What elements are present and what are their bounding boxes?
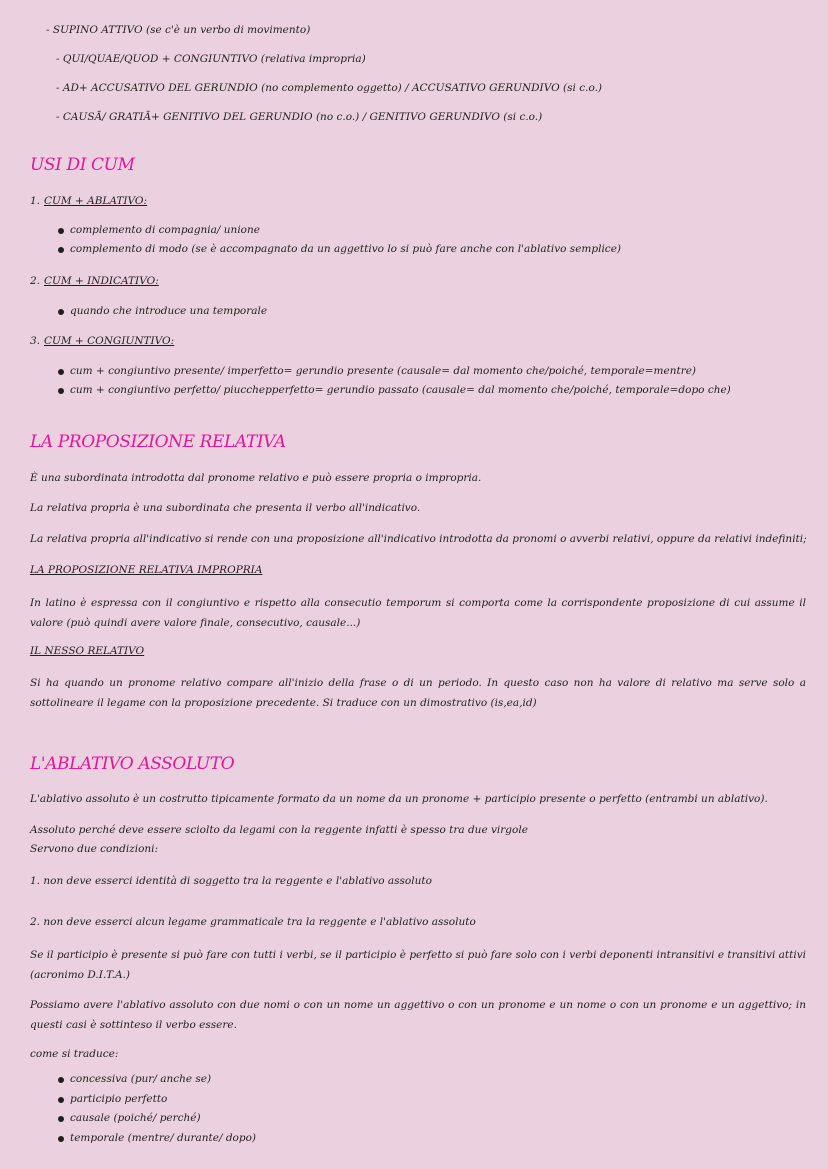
cum-group-number: 1. — [30, 195, 41, 207]
ablativo-condition: 2. non deve esserci alcun legame grammaticale tra la reggente e l'ablativo assoluto — [30, 916, 476, 928]
bullet-icon — [58, 1097, 64, 1103]
bullet-icon — [58, 247, 64, 253]
ablativo-bullet: concessiva (pur/ anche se) — [70, 1073, 212, 1085]
cum-bullet: complemento di modo (se è accompagnato da un aggettivo lo si può fare anche con l'ablativo semplice) — [70, 243, 621, 255]
relativa-paragraph: È una subordinata introdotta dal pronome relativo e può essere propria o impropria. — [30, 472, 482, 484]
relativa-subheading: IL NESSO RELATIVO — [30, 645, 145, 657]
ablativo-paragraph: L'ablativo assoluto è un costrutto tipicamente formato da un nome da un pronome + participio presente o perfetto (entrambi un ablativo). — [30, 793, 768, 805]
bullet-icon — [58, 1136, 64, 1142]
cum-group-number: 2. — [30, 275, 41, 287]
ablativo-heading: L'ABLATIVO ASSOLUTO — [30, 754, 235, 774]
bullet-icon — [58, 1077, 64, 1083]
relativa-paragraph: In latino è espressa con il congiuntivo e rispetto alla consecutio temporum si comporta come la corrispondente proposizione di cui assume il valore (può quindi avere valore finale, consecutivo, causale...) — [30, 597, 806, 629]
supino-item: - QUI/QUAE/QUOD + CONGIUNTIVO (relativa impropria) — [56, 53, 366, 65]
relativa-paragraph: La relativa propria è una subordinata che presenta il verbo all'indicativo. — [30, 502, 421, 514]
ablativo-paragraph: Servono due condizioni: — [30, 843, 159, 855]
ablativo-paragraph: come si traduce: — [30, 1048, 119, 1060]
relativa-subheading: LA PROPOSIZIONE RELATIVA IMPROPRIA — [30, 564, 263, 576]
cum-bullet: cum + congiuntivo presente/ imperfetto= gerundio presente (causale= dal momento che/poiché, temporale=mentre) — [70, 365, 697, 377]
cum-group-title: CUM + INDICATIVO: — [44, 275, 159, 287]
bullet-icon — [58, 369, 64, 375]
supino-title: - SUPINO ATTIVO (se c'è un verbo di movimento) — [46, 24, 311, 36]
ablativo-bullet: participio perfetto — [70, 1093, 168, 1105]
cum-group-title: CUM + ABLATIVO: — [44, 195, 148, 207]
relativa-paragraph: Si ha quando un pronome relativo compare all'inizio della frase o di un periodo. In questo caso non ha valore di relativo ma serve solo a sottolineare il legame con la proposizione precedente. Si traduce con un dimostrativo (is,ea,id) — [30, 677, 806, 709]
supino-item: - AD+ ACCUSATIVO DEL GERUNDIO (no complemento oggetto) / ACCUSATIVO GERUNDIVO (si c.o.) — [56, 82, 603, 94]
cum-heading: USI DI CUM — [30, 155, 135, 175]
ablativo-paragraph: Assoluto perché deve essere sciolto da legami con la reggente infatti è spesso tra due virgole — [30, 824, 528, 836]
cum-bullet: quando che introduce una temporale — [70, 305, 268, 317]
ablativo-bullet: causale (poiché/ perché) — [70, 1112, 201, 1124]
bullet-icon — [58, 1116, 64, 1122]
relativa-paragraph: La relativa propria all'indicativo si rende con una proposizione all'indicativo introdotta da pronomi o avverbi relativi, oppure da relativi indefiniti; — [30, 533, 807, 545]
ablativo-condition: 1. non deve esserci identità di soggetto tra la reggente e l'ablativo assoluto — [30, 875, 432, 887]
cum-bullet: cum + congiuntivo perfetto/ piucchepperfetto= gerundio passato (causale= dal momento che/poiché, temporale=dopo che) — [70, 384, 731, 396]
ablativo-paragraph: Possiamo avere l'ablativo assoluto con due nomi o con un nome un aggettivo o con un pronome e un nome o con un pronome e un aggettivo; in questi casi è sottinteso il verbo essere. — [30, 999, 806, 1031]
cum-bullet: complemento di compagnia/ unione — [70, 224, 260, 236]
bullet-icon — [58, 228, 64, 234]
bullet-icon — [58, 309, 64, 315]
relativa-heading: LA PROPOSIZIONE RELATIVA — [30, 432, 286, 452]
ablativo-bullet: temporale (mentre/ durante/ dopo) — [70, 1132, 256, 1144]
ablativo-paragraph: Se il participio è presente si può fare con tutti i verbi, se il participio è perfetto si può fare solo con i verbi deponenti intransitivi e transitivi attivi (acronimo D.I.T.A.) — [30, 949, 806, 981]
supino-item: - CAUSĀ/ GRATIĀ+ GENITIVO DEL GERUNDIO (no c.o.) / GENITIVO GERUNDIVO (si c.o.) — [56, 111, 543, 123]
bullet-icon — [58, 388, 64, 394]
cum-group-title: CUM + CONGIUNTIVO: — [44, 335, 175, 347]
cum-group-number: 3. — [30, 335, 41, 347]
